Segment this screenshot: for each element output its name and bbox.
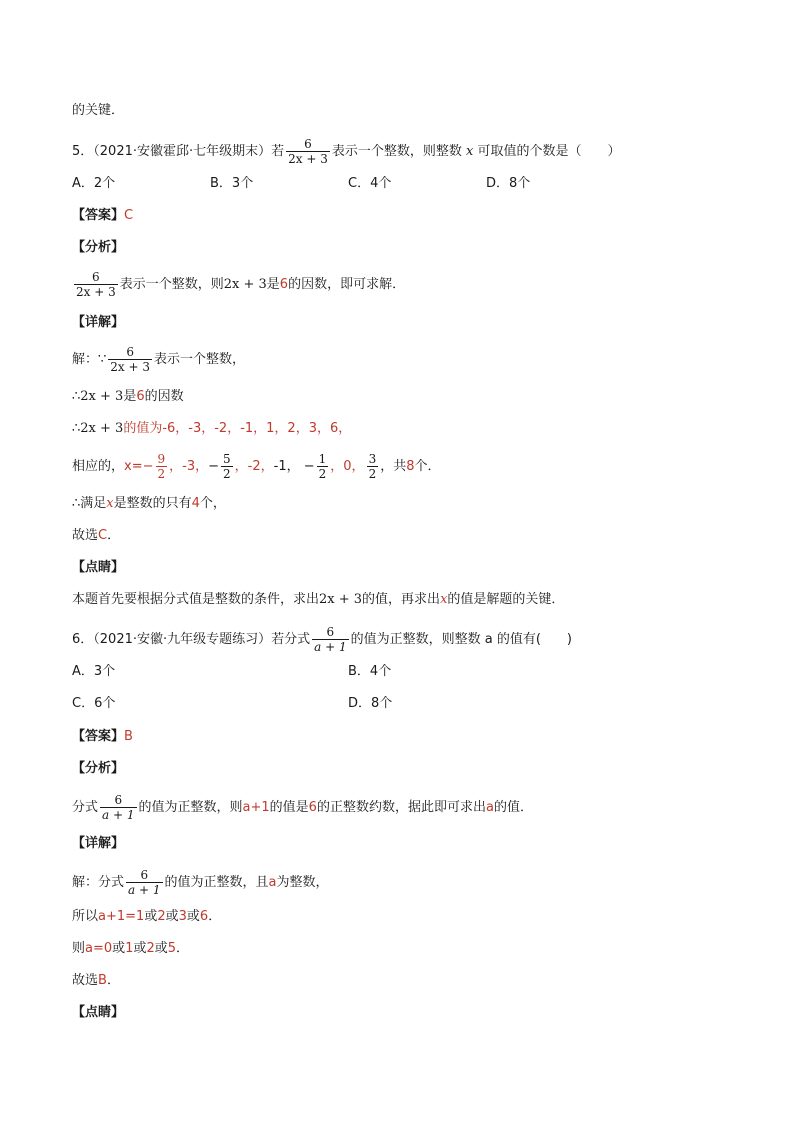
q5-option-a[interactable]: A．2个 xyxy=(72,176,116,191)
q5-comment-label: 【点睛】 xyxy=(72,560,125,575)
q5-comment-text: 本题首先要根据分式值是整数的条件，求出2x + 3的值，再求出x的值是解题的关键． xyxy=(72,592,565,607)
q6-fraction: $\frac{6}{a + 1}$ xyxy=(314,625,347,654)
q6-answer: 【答案】B xyxy=(72,729,133,744)
q6-analysis-label: 【分析】 xyxy=(72,761,125,776)
q5-option-c[interactable]: C．4个 xyxy=(348,176,392,191)
q6-option-b[interactable]: B．4个 xyxy=(348,664,392,679)
q5-answer: 【答案】C xyxy=(72,208,134,223)
q5-analysis-fraction: $\frac{6}{2x + 3}$ xyxy=(76,270,116,299)
q6-detail-line3: 则a=0或1或2或5． xyxy=(72,941,190,956)
q6-option-c[interactable]: C．6个 xyxy=(72,696,116,711)
q6-stem: 6．（2021·安徽·九年级专题练习）若分式 $\frac{6}{a + 1}$ 的值为正整数，则整数 a 的值有( ) xyxy=(72,625,572,654)
q5-frac-neg-5-2: $\frac{5}{2}$ xyxy=(223,452,231,481)
q5-fraction: $\frac{6}{2x + 3}$ xyxy=(288,137,328,166)
q6-option-d[interactable]: D．8个 xyxy=(348,696,393,711)
q5-frac-neg-9-2: $\frac{9}{2}$ xyxy=(157,452,166,481)
q5-detail-line4: 相应的，x=− $\frac{9}{2}$ ，-3，− $\frac{5}{2}$ ，-2，-1， − $\frac{1}{2}$ ，0， $\frac{3}{2}$ ，共8个． xyxy=(72,452,441,481)
q6-detail-fraction: $\frac{6}{a + 1}$ xyxy=(128,868,161,897)
q6-detail-line1: 解：分式 $\frac{6}{a + 1}$ 的值为正整数，且a为整数， xyxy=(72,868,329,897)
q5-detail-line1: 解：∵ $\frac{6}{2x + 3}$ 表示一个整数， xyxy=(72,345,246,374)
q6-analysis-text: 分式 $\frac{6}{a + 1}$ 的值为正整数，则a+1的值是6的正整数约数，据此即可求出a的值． xyxy=(72,793,533,822)
q5-option-d[interactable]: D．8个 xyxy=(486,176,531,191)
q5-analysis-text: $\frac{6}{2x + 3}$ 表示一个整数，则2x + 3是6的因数，即可求解． xyxy=(76,270,406,299)
q6-detail-label: 【详解】 xyxy=(72,836,125,851)
q5-detail-line5: ∴满足x是整数的只有4个， xyxy=(72,496,226,511)
q5-stem: 5．（2021·安徽霍邱·七年级期末）若 $\frac{6}{2x + 3}$ 表示一个整数，则整数 x 可取值的个数是（ ） xyxy=(72,137,621,166)
q5-detail-line2: ∴2x + 3是6的因数 xyxy=(72,389,184,404)
q6-detail-line4: 故选B． xyxy=(72,973,120,988)
q5-detail-fraction: $\frac{6}{2x + 3}$ xyxy=(110,345,151,374)
q6-option-a[interactable]: A．3个 xyxy=(72,664,116,679)
q5-frac-neg-1-2: $\frac{1}{2}$ xyxy=(318,452,327,481)
q5-detail-line6: 故选C． xyxy=(72,528,121,543)
q6-analysis-fraction: $\frac{6}{a + 1}$ xyxy=(102,793,135,822)
q6-comment-label: 【点睛】 xyxy=(72,1005,125,1020)
q5-detail-label: 【详解】 xyxy=(72,315,125,330)
q5-analysis-label: 【分析】 xyxy=(72,240,125,255)
q5-frac-3-2: $\frac{3}{2}$ xyxy=(368,452,377,481)
continuation-text: 的关键． xyxy=(72,103,125,118)
q5-option-b[interactable]: B．3个 xyxy=(210,176,254,191)
q5-detail-line3: ∴2x + 3的值为-6，-3，-2，-1，1，2，3，6， xyxy=(72,421,352,436)
q6-detail-line2: 所以a+1=1或2或3或6． xyxy=(72,909,222,924)
